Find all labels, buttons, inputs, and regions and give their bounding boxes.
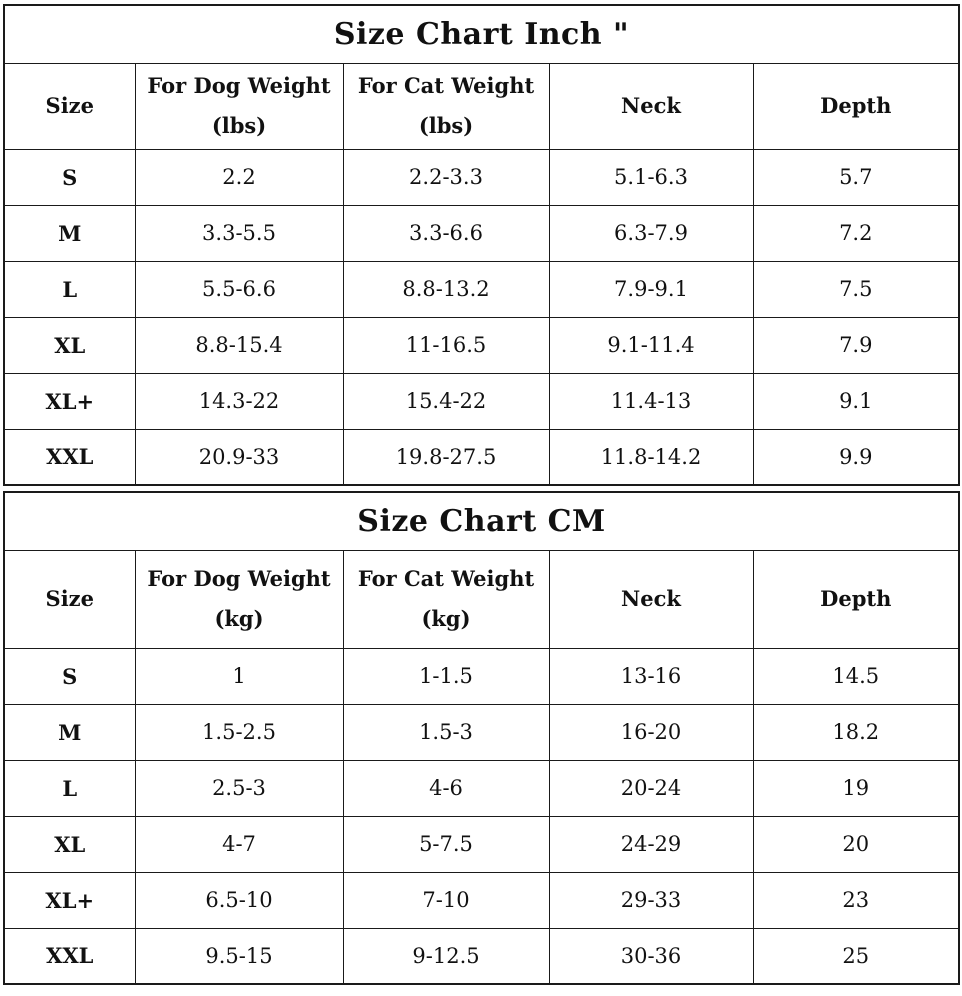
header-cat-weight-line1: For Cat Weight — [357, 566, 535, 591]
cat-weight-cell: 5-7.5 — [343, 816, 549, 872]
neck-cell: 16-20 — [549, 704, 753, 760]
header-cat-weight-unit: (kg) — [421, 606, 471, 631]
neck-cell: 11.4-13 — [549, 373, 753, 429]
dog-weight-cell: 2.2 — [135, 149, 343, 205]
cat-weight-cell: 7-10 — [343, 872, 549, 928]
neck-cell: 29-33 — [549, 872, 753, 928]
size-cell: XL — [4, 816, 135, 872]
header-cat-weight — [343, 63, 549, 149]
size-cell: S — [4, 149, 135, 205]
header-cat-weight-line1: For Cat Weight — [357, 73, 535, 98]
depth-cell: 9.9 — [753, 429, 959, 485]
inch-title-row — [4, 5, 959, 63]
cat-weight-cell: 1.5-3 — [343, 704, 549, 760]
header-depth: Depth — [753, 63, 959, 149]
table-row — [4, 261, 959, 317]
table-row — [4, 760, 959, 816]
dog-weight-cell: 14.3-22 — [135, 373, 343, 429]
depth-cell: 23 — [753, 872, 959, 928]
dog-weight-cell: 4-7 — [135, 816, 343, 872]
header-dog-weight — [135, 63, 343, 149]
size-cell: L — [4, 760, 135, 816]
size-cell: XL+ — [4, 373, 135, 429]
cat-weight-cell: 4-6 — [343, 760, 549, 816]
dog-weight-cell: 8.8-15.4 — [135, 317, 343, 373]
cm-header-row — [4, 550, 959, 648]
dog-weight-cell: 1.5-2.5 — [135, 704, 343, 760]
table-row — [4, 704, 959, 760]
size-cell: XXL — [4, 928, 135, 984]
depth-cell: 19 — [753, 760, 959, 816]
table-row — [4, 928, 959, 984]
table-row — [4, 816, 959, 872]
header-dog-weight-line1: For Dog Weight — [147, 566, 331, 591]
neck-cell: 6.3-7.9 — [549, 205, 753, 261]
neck-cell: 24-29 — [549, 816, 753, 872]
size-cell: XL+ — [4, 872, 135, 928]
size-cell: M — [4, 704, 135, 760]
cat-weight-cell: 11-16.5 — [343, 317, 549, 373]
dog-weight-cell: 5.5-6.6 — [135, 261, 343, 317]
table-row — [4, 205, 959, 261]
table-row — [4, 429, 959, 485]
depth-cell: 14.5 — [753, 648, 959, 704]
depth-cell: 25 — [753, 928, 959, 984]
dog-weight-cell: 3.3-5.5 — [135, 205, 343, 261]
inch-header-row — [4, 63, 959, 149]
depth-cell: 20 — [753, 816, 959, 872]
table-row — [4, 648, 959, 704]
size-cell: L — [4, 261, 135, 317]
neck-cell: 20-24 — [549, 760, 753, 816]
size-cell: M — [4, 205, 135, 261]
cat-weight-cell: 1-1.5 — [343, 648, 549, 704]
header-size: Size — [4, 63, 135, 149]
inch-table-body — [4, 5, 959, 485]
table-row — [4, 149, 959, 205]
neck-cell: 30-36 — [549, 928, 753, 984]
depth-cell: 7.2 — [753, 205, 959, 261]
dog-weight-cell: 20.9-33 — [135, 429, 343, 485]
cm-table-body — [4, 492, 959, 984]
header-dog-weight-unit: (kg) — [214, 606, 264, 631]
header-cat-weight-unit: (lbs) — [418, 113, 474, 138]
neck-cell: 7.9-9.1 — [549, 261, 753, 317]
neck-cell: 11.8-14.2 — [549, 429, 753, 485]
cat-weight-cell: 19.8-27.5 — [343, 429, 549, 485]
inch-chart-title: Size Chart Inch " — [4, 5, 959, 63]
header-dog-weight-unit: (lbs) — [211, 113, 267, 138]
table-row — [4, 373, 959, 429]
neck-cell: 9.1-11.4 — [549, 317, 753, 373]
cat-weight-cell: 2.2-3.3 — [343, 149, 549, 205]
depth-cell: 5.7 — [753, 149, 959, 205]
depth-cell: 7.9 — [753, 317, 959, 373]
depth-cell: 18.2 — [753, 704, 959, 760]
size-chart-cm-table — [3, 491, 960, 985]
table-row — [4, 872, 959, 928]
table-row — [4, 317, 959, 373]
header-cat-weight — [343, 550, 549, 648]
header-dog-weight-line1: For Dog Weight — [147, 73, 331, 98]
header-neck: Neck — [549, 63, 753, 149]
cm-title-row — [4, 492, 959, 550]
dog-weight-cell: 9.5-15 — [135, 928, 343, 984]
neck-cell: 5.1-6.3 — [549, 149, 753, 205]
header-size: Size — [4, 550, 135, 648]
dog-weight-cell: 1 — [135, 648, 343, 704]
cat-weight-cell: 3.3-6.6 — [343, 205, 549, 261]
cat-weight-cell: 9-12.5 — [343, 928, 549, 984]
dog-weight-cell: 6.5-10 — [135, 872, 343, 928]
size-cell: XL — [4, 317, 135, 373]
depth-cell: 7.5 — [753, 261, 959, 317]
header-depth: Depth — [753, 550, 959, 648]
size-cell: XXL — [4, 429, 135, 485]
cm-chart-title: Size Chart CM — [4, 492, 959, 550]
cat-weight-cell: 8.8-13.2 — [343, 261, 549, 317]
size-chart-inch-table — [3, 4, 960, 486]
size-cell: S — [4, 648, 135, 704]
header-dog-weight — [135, 550, 343, 648]
header-neck: Neck — [549, 550, 753, 648]
cat-weight-cell: 15.4-22 — [343, 373, 549, 429]
neck-cell: 13-16 — [549, 648, 753, 704]
depth-cell: 9.1 — [753, 373, 959, 429]
dog-weight-cell: 2.5-3 — [135, 760, 343, 816]
